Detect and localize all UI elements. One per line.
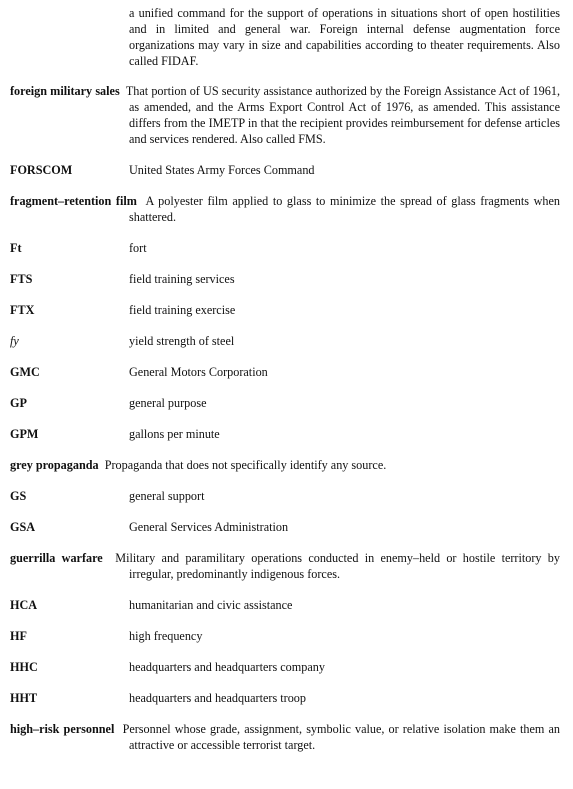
glossary-entry bbox=[10, 333, 560, 349]
glossary-term: foreign military sales bbox=[10, 84, 120, 98]
glossary-entry bbox=[10, 364, 560, 380]
glossary-definition: Propaganda that does not specifically identify any source. bbox=[104, 458, 387, 472]
glossary-entry bbox=[10, 240, 560, 256]
glossary-term: HHT bbox=[10, 691, 38, 705]
glossary-term: FORSCOM bbox=[10, 163, 73, 177]
glossary-term: high–risk personnel bbox=[10, 722, 115, 736]
glossary-term: GMC bbox=[10, 365, 40, 379]
glossary-term: FTX bbox=[10, 303, 35, 317]
glossary-definition: general purpose bbox=[129, 396, 207, 410]
glossary-definition: high frequency bbox=[129, 629, 203, 643]
glossary-term: grey propaganda bbox=[10, 458, 99, 472]
glossary-term: FTS bbox=[10, 272, 33, 286]
glossary-entry bbox=[10, 162, 560, 178]
glossary-term: GPM bbox=[10, 427, 39, 441]
glossary-term: HCA bbox=[10, 598, 38, 612]
glossary-page bbox=[10, 5, 560, 753]
glossary-term: fy bbox=[10, 334, 19, 348]
glossary-entry bbox=[10, 519, 560, 535]
glossary-definition: field training exercise bbox=[129, 303, 236, 317]
glossary-entry bbox=[10, 488, 560, 504]
continued-definition: a unified command for the support of operations in situations short of open hostilities and in limited and general war. Foreign internal defense augmentation force organizations may vary in size and capabilities according to theater requirements. Also called FIDAF. bbox=[129, 6, 560, 68]
glossary-definition: fort bbox=[129, 241, 147, 255]
glossary-term: Ft bbox=[10, 241, 22, 255]
glossary-definition: General Services Administration bbox=[129, 520, 289, 534]
glossary-entry bbox=[10, 302, 560, 318]
glossary-term: GP bbox=[10, 396, 27, 410]
glossary-entry bbox=[10, 550, 560, 582]
glossary-term: HHC bbox=[10, 660, 38, 674]
glossary-definition: field training services bbox=[129, 272, 235, 286]
glossary-entry bbox=[10, 457, 560, 473]
glossary-definition: general support bbox=[129, 489, 205, 503]
glossary-entry bbox=[10, 271, 560, 287]
glossary-definition: Military and paramilitary operations conducted in enemy–held or hostile territory by irregular, predominantly indigenous forces. bbox=[115, 551, 560, 581]
glossary-entry bbox=[10, 83, 560, 147]
glossary-definition: Personnel whose grade, assignment, symbolic value, or relative isolation make them an attractive or accessible terrorist target. bbox=[122, 722, 561, 752]
glossary-definition: A polyester film applied to glass to minimize the spread of glass fragments when shattered. bbox=[129, 194, 561, 224]
glossary-term: fragment–retention film bbox=[10, 194, 137, 208]
glossary-entry bbox=[10, 721, 560, 753]
glossary-definition: headquarters and headquarters troop bbox=[129, 691, 306, 705]
glossary-entry bbox=[10, 395, 560, 411]
glossary-definition: humanitarian and civic assistance bbox=[129, 598, 293, 612]
glossary-definition: General Motors Corporation bbox=[129, 365, 268, 379]
glossary-entry bbox=[10, 193, 560, 225]
glossary-definition: That portion of US security assistance authorized by the Foreign Assistance Act of 1961, as amended, and the Arms Export Control Act of 1976, as amended. This assistance differs from the IMETP in that the recipient provides reimbursement for defense articles and services rendered. Also called FMS. bbox=[125, 84, 560, 146]
glossary-entry bbox=[10, 628, 560, 644]
glossary-entry bbox=[10, 597, 560, 613]
glossary-term: guerrilla warfare bbox=[10, 551, 103, 565]
glossary-definition: gallons per minute bbox=[129, 427, 220, 441]
glossary-entry bbox=[10, 659, 560, 675]
glossary-definition: yield strength of steel bbox=[129, 334, 235, 348]
glossary-entry bbox=[10, 426, 560, 442]
glossary-term: HF bbox=[10, 629, 27, 643]
glossary-definition: headquarters and headquarters company bbox=[129, 660, 325, 674]
glossary-entry bbox=[10, 690, 560, 706]
glossary-definition: United States Army Forces Command bbox=[129, 163, 315, 177]
glossary-term: GSA bbox=[10, 520, 36, 534]
glossary-term: GS bbox=[10, 489, 27, 503]
